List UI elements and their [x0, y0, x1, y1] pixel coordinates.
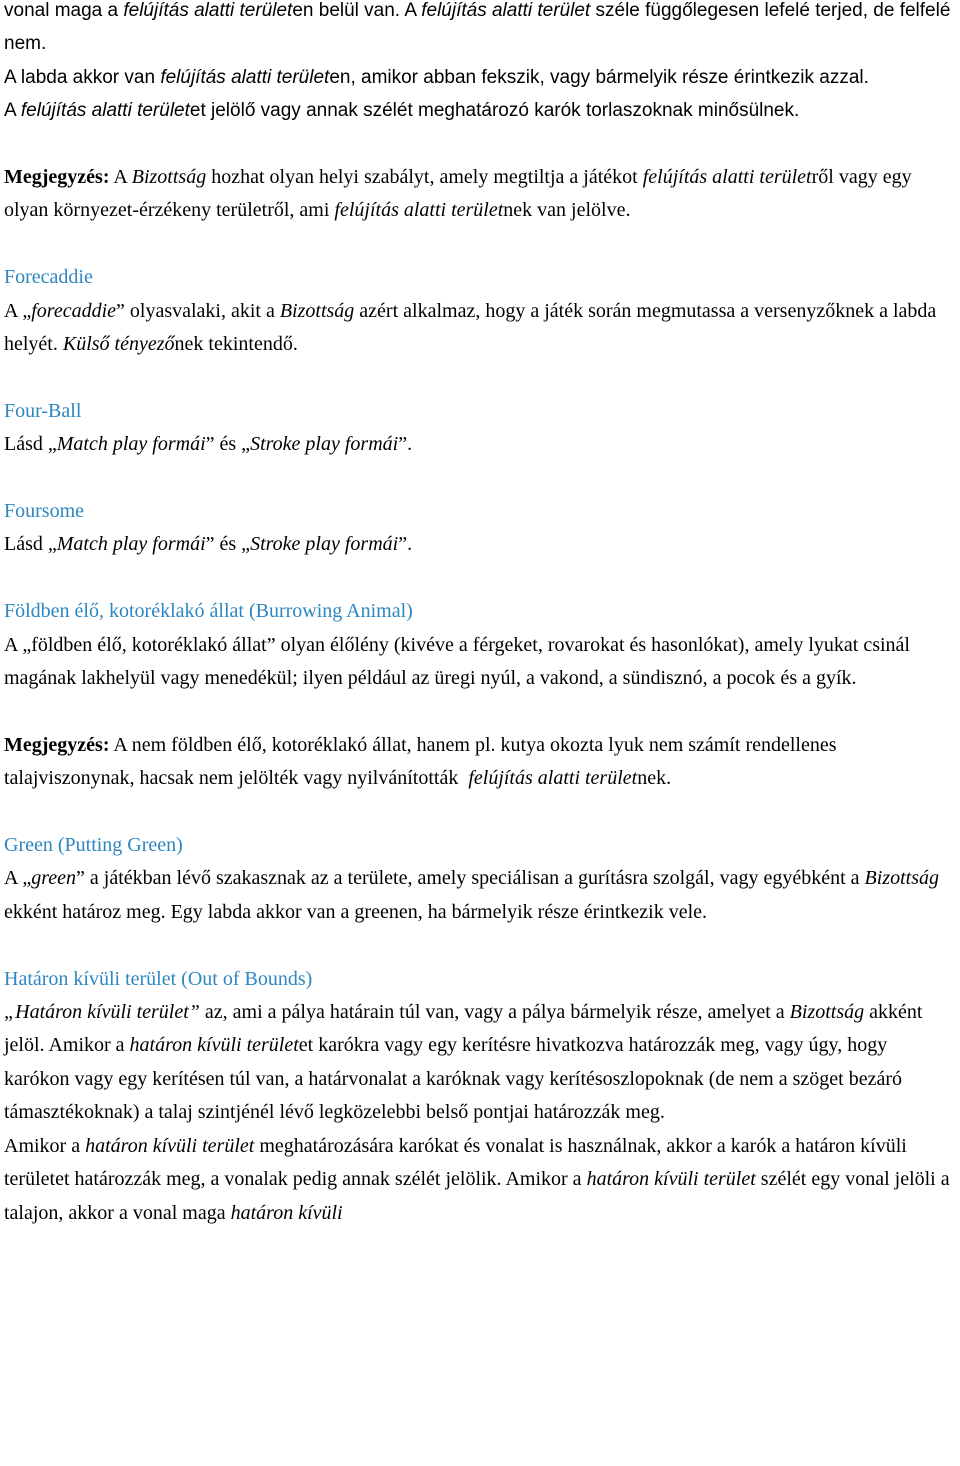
entry-body: [4, 629, 956, 696]
entry-body: [4, 996, 956, 1130]
text-run: Amikor a: [4, 1134, 86, 1157]
entry-body: [4, 862, 956, 929]
note-paragraph: [4, 729, 956, 796]
italic-text-run: Match play formái: [56, 433, 206, 456]
text-run: akként jelöl. Amikor a: [4, 1001, 928, 1057]
entry-heading: Határon kívüli terület (Out of Bounds): [4, 967, 313, 990]
italic-text-run: felújítás alatti terület: [334, 199, 504, 222]
italic-text-run: green: [31, 867, 77, 890]
intro-section: [4, 0, 956, 128]
intro-paragraph: [4, 94, 956, 127]
text-run: ” a játékban lévő szakasznak az a területe, amely speciálisan a gurításra szolgál, vagy egyébként a: [76, 867, 865, 890]
italic-text-run: Stroke play formái: [250, 533, 399, 556]
text-run: ” és „: [205, 433, 251, 456]
entry-burrowing-animal: [4, 595, 956, 695]
text-run: A nem földben élő, kotoréklakó állat, hanem pl. kutya okozta lyuk nem számít rendellenes talajviszonynak, hacsak nem jelölték vagy nyilvánították: [4, 733, 842, 790]
text-run: az, ami a pálya határain túl van, vagy a pálya bármelyik része, amelyet a: [199, 1001, 790, 1024]
entry-body: [4, 528, 956, 561]
italic-text-run: forecaddie: [31, 299, 117, 322]
text-run: ekként határoz meg. Egy labda akkor van a greenen, ha bármelyik része érintkezik vele.: [4, 867, 944, 923]
text-run: szélét egy vonal jelöli a talajon, akkor a vonal maga: [4, 1168, 955, 1224]
entry-out-of-bounds: [4, 963, 956, 1230]
text-run: nek.: [637, 767, 672, 790]
italic-text-run: felújítás alatti terület: [642, 166, 812, 189]
text-run: nek van jelölve.: [503, 199, 631, 222]
text-run: en belül van. A: [292, 0, 422, 21]
italic-text-run: Stroke play formái: [250, 433, 399, 456]
italic-text-run: felújítás alatti terület: [123, 0, 293, 21]
note-paragraph: [4, 161, 956, 228]
italic-text-run: felújítás alatti terület: [20, 100, 190, 122]
note-label: Megjegyzés:: [4, 166, 110, 189]
italic-text-run: felújítás alatti terület: [468, 767, 638, 790]
entry-heading: Four-Ball: [4, 399, 82, 422]
entry-four-ball: [4, 395, 956, 462]
italic-text-run: Külső tényező: [62, 333, 175, 356]
text-run: Lásd „: [4, 433, 57, 456]
italic-text-run: Bizottság: [864, 867, 939, 890]
text-run: ” olyasvalaki, akit a: [116, 299, 280, 322]
text-run: nek tekintendő.: [174, 333, 298, 356]
text-run: azért alkalmaz, hogy a játék során megmutassa a versenyzőknek a labda helyét.: [4, 299, 942, 356]
text-run: ről vagy egy olyan környezet-érzékeny területről, ami: [4, 166, 917, 222]
italic-text-run: határon kívüli terület: [129, 1034, 299, 1057]
text-run: meghatározására karókat és vonalat is használnak, akkor a karók a határon kívüli területet határozzák meg, a vonalak pedig annak szélét jelölik. Amikor a: [4, 1134, 912, 1191]
text-run: ” és „: [205, 533, 251, 556]
text-run: széle függőlegesen lefelé terjed, de felfelé nem.: [4, 0, 956, 55]
text-run: hozhat olyan helyi szabályt, amely megtiltja a játékot: [206, 166, 643, 189]
entry-body: [4, 295, 956, 362]
italic-text-run: Match play formái: [56, 533, 206, 556]
entry-body: [4, 1130, 956, 1230]
text-run: et jelölő vagy annak szélét meghatározó karók torlaszoknak minősülnek.: [189, 100, 800, 122]
entry-body: [4, 428, 956, 461]
intro-paragraph: [4, 61, 956, 94]
text-run: A „: [4, 867, 32, 890]
italic-text-run: Bizottság: [279, 299, 355, 322]
text-run: ”.: [398, 433, 413, 456]
text-run: A labda akkor van: [4, 66, 161, 88]
entry-heading: Forecaddie: [4, 266, 93, 289]
text-run: et karókra vagy egy kerítésre hivatkozva határozzák meg, vagy úgy, hogy karókon vagy egy kerítésen túl van, a határvonalat a karóknak vagy kerítésoszlopoknak (de nem a szöget bezáró támasztékoknak) a talaj szintjénél lévő legközelebbi belső pontjai határozzák meg.: [4, 1034, 907, 1124]
note-label: Megjegyzés:: [4, 733, 110, 756]
entry-heading: Foursome: [4, 500, 84, 523]
entry-forecaddie: [4, 261, 956, 361]
italic-text-run: Bizottság: [789, 1001, 865, 1024]
text-run: ”.: [398, 533, 413, 556]
italic-text-run: felújítás alatti terület: [421, 0, 591, 21]
italic-text-run: határon kívüli terület: [586, 1168, 756, 1191]
text-run: A „: [4, 299, 32, 322]
text-run: en, amikor abban fekszik, vagy bármelyik része érintkezik azzal.: [329, 66, 869, 88]
text-run: Lásd „: [4, 533, 57, 556]
text-run: vonal maga a: [4, 0, 124, 21]
italic-text-run: felújítás alatti terület: [160, 66, 330, 88]
entry-foursome: [4, 495, 956, 562]
text-run: A „földben élő, kotoréklakó állat” olyan élőlény (kivéve a férgeket, rovarokat és hasonlókat), amely lyukat csinál magának lakhelyül vagy menedékül; ilyen például az üregi nyúl, a vakond, a sündisznó, a pocok és a gyík.: [4, 633, 915, 690]
note-text: [4, 734, 842, 789]
entry-heading: Green (Putting Green): [4, 834, 183, 857]
italic-text-run: „Határon kívüli terület”: [4, 1001, 200, 1024]
italic-text-run: határon kívüli terület: [85, 1134, 255, 1157]
italic-text-run: határon kívüli: [230, 1201, 343, 1224]
text-run: A: [109, 166, 132, 189]
note-text: [4, 166, 917, 221]
italic-text-run: Bizottság: [131, 166, 207, 189]
entry-green: [4, 829, 956, 929]
intro-paragraph: [4, 0, 956, 61]
entry-heading: Földben élő, kotoréklakó állat (Burrowing Animal): [4, 600, 413, 623]
text-run: A: [4, 100, 21, 122]
